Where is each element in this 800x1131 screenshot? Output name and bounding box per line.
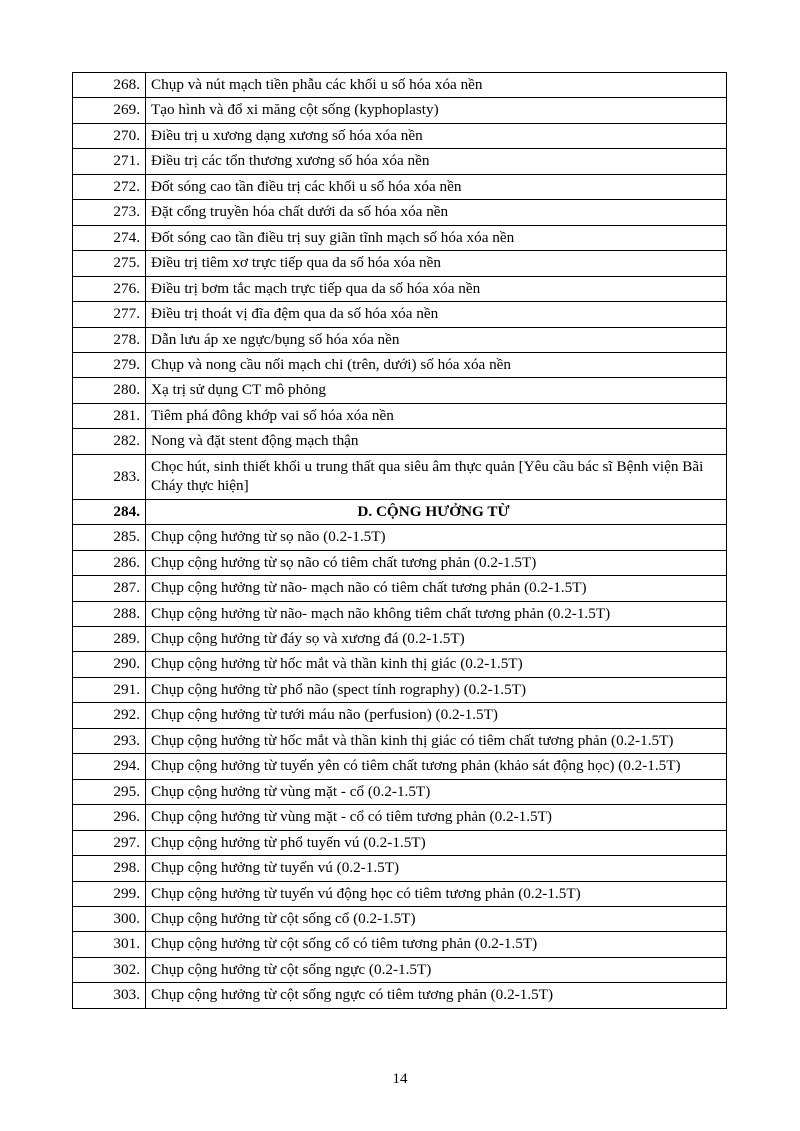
- row-number: 287.: [73, 576, 146, 601]
- table-row: [73, 550, 727, 575]
- row-number: 284.: [73, 499, 146, 524]
- row-number: 290.: [73, 652, 146, 677]
- row-description: Điều trị bơm tắc mạch trực tiếp qua da số hóa xóa nền: [146, 276, 727, 301]
- table-row: [73, 327, 727, 352]
- row-number: 285.: [73, 525, 146, 550]
- row-description: Chụp cộng hưởng từ tuyến yên có tiêm chất tương phản (khảo sát động học) (0.2-1.5T): [146, 754, 727, 779]
- row-description: Chụp cộng hưởng từ phổ não (spect tính rography) (0.2-1.5T): [146, 677, 727, 702]
- row-description: Xạ trị sử dụng CT mô phỏng: [146, 378, 727, 403]
- table-row: [73, 626, 727, 651]
- table-row: [73, 754, 727, 779]
- table-row: [73, 601, 727, 626]
- section-heading: D. CỘNG HƯỞNG TỪ: [146, 499, 727, 524]
- row-description: Chụp cộng hưởng từ vùng mặt - cổ (0.2-1.5T): [146, 779, 727, 804]
- row-description: Chụp và nong cầu nối mạch chi (trên, dưới) số hóa xóa nền: [146, 352, 727, 377]
- table-row: [73, 429, 727, 454]
- row-number: 275.: [73, 251, 146, 276]
- table-row: [73, 703, 727, 728]
- row-number: 303.: [73, 983, 146, 1008]
- table-row: [73, 98, 727, 123]
- row-description: Chụp cộng hưởng từ cột sống cổ (0.2-1.5T): [146, 906, 727, 931]
- row-description: Chụp cộng hưởng từ não- mạch não không tiêm chất tương phản (0.2-1.5T): [146, 601, 727, 626]
- row-number: 298.: [73, 856, 146, 881]
- row-description: Chụp cộng hưởng từ hốc mắt và thần kinh thị giác (0.2-1.5T): [146, 652, 727, 677]
- row-description: Chụp cộng hưởng từ phổ tuyến vú (0.2-1.5T): [146, 830, 727, 855]
- row-number: 297.: [73, 830, 146, 855]
- row-number: 278.: [73, 327, 146, 352]
- table-row: [73, 352, 727, 377]
- row-number: 296.: [73, 805, 146, 830]
- table-row: [73, 830, 727, 855]
- table-row: [73, 174, 727, 199]
- table-row: [73, 779, 727, 804]
- row-number: 299.: [73, 881, 146, 906]
- table-row: [73, 200, 727, 225]
- row-number: 270.: [73, 123, 146, 148]
- row-description: Tạo hình và đổ xi măng cột sống (kyphoplasty): [146, 98, 727, 123]
- row-description: Chụp cộng hưởng từ tuyến vú (0.2-1.5T): [146, 856, 727, 881]
- table-row: [73, 957, 727, 982]
- table-row: [73, 251, 727, 276]
- row-number: 280.: [73, 378, 146, 403]
- table-row: [73, 525, 727, 550]
- row-description: Đốt sóng cao tần điều trị suy giãn tĩnh mạch số hóa xóa nền: [146, 225, 727, 250]
- row-description: Chụp cộng hưởng từ tuyến vú động học có tiêm tương phản (0.2-1.5T): [146, 881, 727, 906]
- row-description: Chụp cộng hưởng từ não- mạch não có tiêm chất tương phản (0.2-1.5T): [146, 576, 727, 601]
- table-row: [73, 906, 727, 931]
- row-description: Chụp cộng hưởng từ vùng mặt - cổ có tiêm tương phản (0.2-1.5T): [146, 805, 727, 830]
- table-row: [73, 378, 727, 403]
- row-description: Điều trị tiêm xơ trực tiếp qua da số hóa xóa nền: [146, 251, 727, 276]
- row-description: Đặt cổng truyền hóa chất dưới da số hóa xóa nền: [146, 200, 727, 225]
- row-number: 283.: [73, 454, 146, 499]
- page-number: 14: [392, 1071, 408, 1087]
- row-number: 274.: [73, 225, 146, 250]
- row-number: 268.: [73, 73, 146, 98]
- table-row: [73, 149, 727, 174]
- table-row: [73, 499, 727, 524]
- row-description: Chụp cộng hưởng từ sọ não (0.2-1.5T): [146, 525, 727, 550]
- row-number: 272.: [73, 174, 146, 199]
- table-row: [73, 728, 727, 753]
- row-description: Chụp cộng hưởng từ tưới máu não (perfusion) (0.2-1.5T): [146, 703, 727, 728]
- service-list-table: [72, 72, 727, 1009]
- row-number: 271.: [73, 149, 146, 174]
- table-body: [73, 73, 727, 1009]
- row-description: Điều trị các tổn thương xương số hóa xóa nền: [146, 149, 727, 174]
- table-row: [73, 856, 727, 881]
- row-description: Chụp cộng hưởng từ cột sống cổ có tiêm tương phản (0.2-1.5T): [146, 932, 727, 957]
- row-description: Chụp cộng hưởng từ cột sống ngực (0.2-1.5T): [146, 957, 727, 982]
- row-number: 300.: [73, 906, 146, 931]
- row-description: Chụp cộng hưởng từ đáy sọ và xương đá (0.2-1.5T): [146, 626, 727, 651]
- table-row: [73, 932, 727, 957]
- row-number: 276.: [73, 276, 146, 301]
- row-number: 302.: [73, 957, 146, 982]
- row-number: 293.: [73, 728, 146, 753]
- row-description: Dẫn lưu áp xe ngực/bụng số hóa xóa nền: [146, 327, 727, 352]
- row-number: 281.: [73, 403, 146, 428]
- row-description: Điều trị u xương dạng xương số hóa xóa nền: [146, 123, 727, 148]
- row-number: 277.: [73, 302, 146, 327]
- row-number: 273.: [73, 200, 146, 225]
- table-row: [73, 576, 727, 601]
- row-description: Chụp và nút mạch tiền phẫu các khối u số hóa xóa nền: [146, 73, 727, 98]
- row-description: Chụp cộng hưởng từ hốc mắt và thần kinh thị giác có tiêm chất tương phản (0.2-1.5T): [146, 728, 727, 753]
- row-number: 279.: [73, 352, 146, 377]
- row-number: 286.: [73, 550, 146, 575]
- table-row: [73, 983, 727, 1008]
- table-row: [73, 652, 727, 677]
- row-number: 295.: [73, 779, 146, 804]
- table-row: [73, 677, 727, 702]
- row-description: Chọc hút, sinh thiết khối u trung thất qua siêu âm thực quản [Yêu cầu bác sĩ Bệnh viện Bãi Cháy thực hiện]: [146, 454, 727, 499]
- row-number: 289.: [73, 626, 146, 651]
- table-row: [73, 302, 727, 327]
- table-row: [73, 805, 727, 830]
- table-row: [73, 454, 727, 499]
- row-number: 288.: [73, 601, 146, 626]
- row-description: Điều trị thoát vị đĩa đệm qua da số hóa xóa nền: [146, 302, 727, 327]
- table-row: [73, 403, 727, 428]
- row-number: 291.: [73, 677, 146, 702]
- row-number: 292.: [73, 703, 146, 728]
- table-row: [73, 881, 727, 906]
- row-number: 294.: [73, 754, 146, 779]
- table-row: [73, 123, 727, 148]
- row-description: Chụp cộng hưởng từ cột sống ngực có tiêm tương phản (0.2-1.5T): [146, 983, 727, 1008]
- row-description: Tiêm phá đông khớp vai số hóa xóa nền: [146, 403, 727, 428]
- row-description: Đốt sóng cao tần điều trị các khối u số hóa xóa nền: [146, 174, 727, 199]
- row-number: 269.: [73, 98, 146, 123]
- table-row: [73, 276, 727, 301]
- row-number: 282.: [73, 429, 146, 454]
- row-description: Chụp cộng hưởng từ sọ não có tiêm chất tương phản (0.2-1.5T): [146, 550, 727, 575]
- row-number: 301.: [73, 932, 146, 957]
- table-row: [73, 73, 727, 98]
- row-description: Nong và đặt stent động mạch thận: [146, 429, 727, 454]
- table-row: [73, 225, 727, 250]
